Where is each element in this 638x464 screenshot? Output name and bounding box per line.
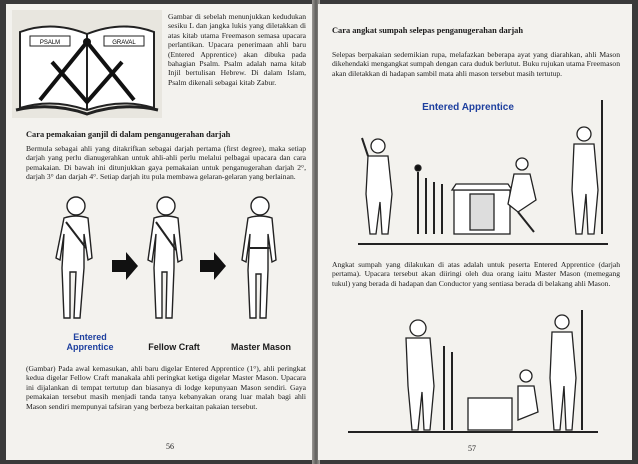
kneeling-candidate <box>508 174 536 212</box>
figure-label-fellow-craft: Fellow Craft <box>148 342 200 352</box>
figure-label-entered-apprentice: Entered Apprentice <box>66 332 114 352</box>
fellow-craft-figure <box>148 197 182 318</box>
left-body-text: Bermula sebagai ahli yang ditakrifkan sebagai darjah pertama (first degree), maka setiap darjah yang perlu dianugerahkan untuk ahli-ahli perlu melalui pelbagai upacara dan cara pemakaian. Di bawah ini ditunjukkan gaya pemakaian untuk penganugerahan darjah 2°, darjah 3° dan darjah 4°. Setiap darjah itu pula membawa gelaran-gelaran yang berlainan. <box>26 144 306 182</box>
figure-label-master-mason: Master Mason <box>230 342 292 352</box>
page-number-right: 57 <box>468 444 476 453</box>
left-heading: Cara pemakaian ganjil di dalam penganugerahan darjah <box>26 130 231 139</box>
kneeling-candidate <box>518 386 538 420</box>
right-body-text: Selepas berpakaian sedemikian rupa, melafazkan beberapa ayat yang diarahkan, ahli Mason dikehendaki mengangkat sumpah dengan cara duduk berlutut. Buku rujukan utama Freemason akan diletakkan di hadapan sambil mata ahli mason tersebut masih tertutup. <box>332 50 620 78</box>
altar-icon <box>468 398 512 430</box>
intro-text: Gambar di sebelah menunjukkan kedudukan sesiku L dan jangka lukis yang diletakkan di atas kitab utama Freemason semasa upacara perlantikan. Upacara penerimaan ahli baru (Entered Apprentice) akan dibuka pada bahagian Psalm. Psalm adalah nama kitab Injil bertulisan Hebrew. Di dalam Islam, Psalm dikenali sebagai kitab Zabur. <box>168 12 306 87</box>
open-book-square-compass-illustration <box>12 10 162 118</box>
page-number-left: 56 <box>166 442 174 451</box>
arrow-icon <box>200 252 226 280</box>
book-label-left: PSALM <box>39 40 61 46</box>
left-page <box>6 4 314 460</box>
right-caption: Angkat sumpah yang dilakukan di atas adalah untuk peserta Entered Apprentice (darjah pertama). Upacara tersebut akan diiringi oleh dua orang iaitu Master Mason (memegang tukul) yang berada di hadapan dan Conductor yang sentiasa berada di belakang ahli Mason. <box>332 260 620 288</box>
oath-illustration-label: Entered Apprentice <box>422 102 514 113</box>
oath-ceremony-illustration-2 <box>348 306 598 438</box>
standing-figure-right <box>550 332 576 430</box>
standing-figure-right <box>577 127 591 141</box>
standing-figure-left <box>406 338 434 430</box>
right-heading: Cara angkat sumpah selepas penganugerahan darjah <box>332 26 524 35</box>
arrow-icon <box>112 252 138 280</box>
left-caption: (Gambar) Pada awal kemasukan, ahli baru digelar Entered Apprentice (1°), ahli peringkat kedua digelar Fellow Craft manakala ahli peringkat ketiga digelar Master Mason. Upacara ini dijalankan di tempat tertutup dan biasanya di lodge kepunyaan Mason sendiri. Gaya pemakaian tersebut masih menjadi tanda tanya kebanyakan orang luar malah bagi ahli Mason sendiri mempunyai tafsiran yang berbeza berkaitan pakaian tersebut. <box>26 364 306 411</box>
right-page <box>318 4 632 460</box>
oath-ceremony-illustration <box>358 94 608 254</box>
master-mason-figure <box>242 197 276 318</box>
standing-figure-left <box>371 139 385 153</box>
book-label-right: GRAVAL <box>112 40 136 46</box>
three-degrees-figures-illustration <box>26 188 302 328</box>
entered-apprentice-figure <box>56 197 92 318</box>
